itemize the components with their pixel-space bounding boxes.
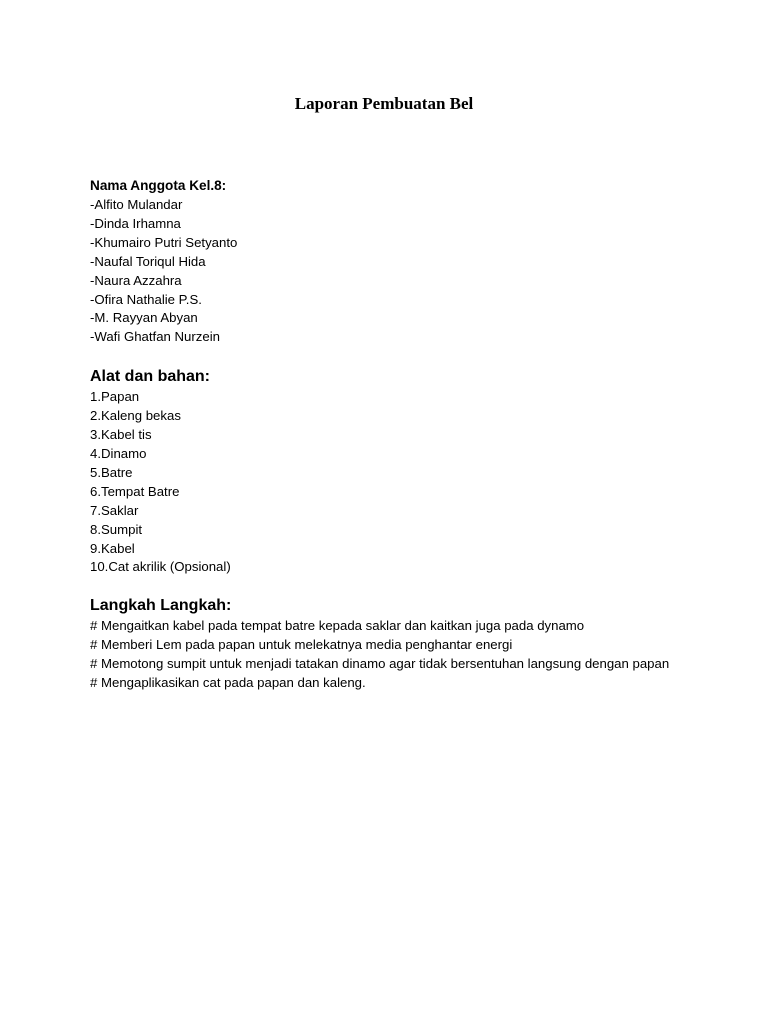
member-item: -Naura Azzahra (90, 272, 182, 288)
document-title: Laporan Pembuatan Bel (294, 94, 474, 113)
member-item: -Ofira Nathalie P.S. (90, 291, 202, 307)
material-item: 9.Kabel (90, 540, 135, 556)
material-item: 2.Kaleng bekas (90, 408, 181, 424)
material-item: 10.Cat akrilik (Opsional) (90, 559, 231, 575)
materials-list (90, 388, 680, 577)
steps-list (90, 617, 680, 693)
member-item: -Wafi Ghatfan Nurzein (90, 329, 220, 345)
member-item: -M. Rayyan Abyan (90, 310, 198, 326)
material-item: 5.Batre (90, 464, 133, 480)
material-item: 6.Tempat Batre (90, 483, 180, 499)
member-item: -Alfito Mulandar (90, 197, 183, 212)
step-item: # Mengaplikasikan cat pada papan dan kaleng. (90, 675, 366, 691)
member-item: -Khumairo Putri Setyanto (90, 234, 238, 250)
members-heading: Nama Anggota Kel.8: (90, 178, 227, 193)
step-item: # Mengaitkan kabel pada tempat batre kepada saklar dan kaitkan juga pada dynamo (90, 618, 585, 634)
material-item: 8.Sumpit (90, 521, 143, 537)
section-spacer (90, 577, 680, 596)
steps-heading: Langkah Langkah: (90, 597, 232, 615)
materials-heading: Alat dan bahan: (90, 368, 211, 386)
material-item: 4.Dinamo (90, 445, 147, 461)
members-list (90, 196, 680, 347)
document-content (90, 176, 680, 693)
material-item: 1.Papan (90, 389, 140, 405)
material-item: 3.Kabel tis (90, 427, 152, 443)
section-spacer (90, 347, 680, 367)
member-item: -Dinda Irhamna (90, 215, 181, 231)
step-item: # Memberi Lem pada papan untuk melekatnya media penghantar energi (90, 637, 513, 653)
material-item: 7.Saklar (90, 502, 139, 518)
member-item: -Naufal Toriqul Hida (90, 253, 206, 269)
step-item: # Memotong sumpit untuk menjadi tatakan dinamo agar tidak bersentuhan langsung dengan papan (90, 656, 670, 672)
